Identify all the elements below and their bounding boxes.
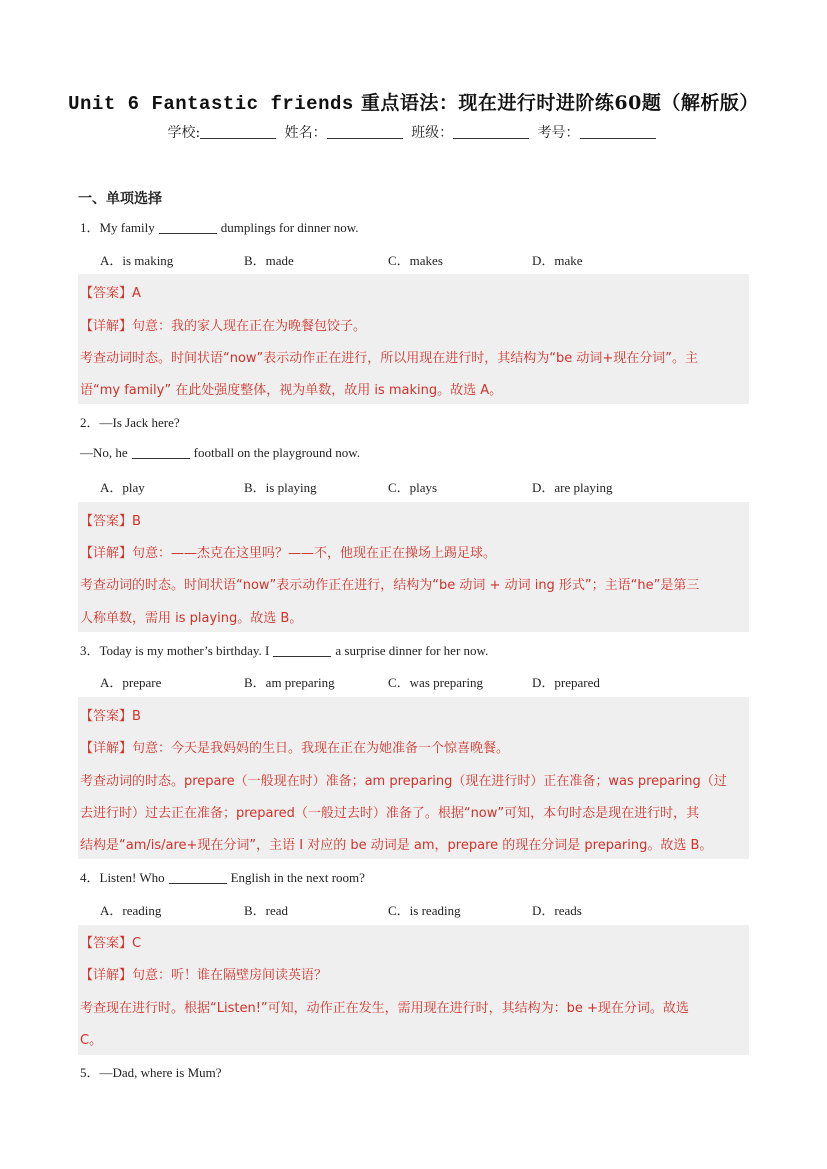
answer-label: 【答案】B	[80, 709, 141, 724]
option-a: A．reading	[100, 903, 162, 918]
question-stem-text: dumplings for dinner now.	[220, 220, 359, 235]
question-4-stem	[80, 867, 365, 886]
option-b: B．read	[244, 903, 289, 918]
explanation-line: 去进行时）过去正在准备；prepared（一般过去时）准备了。根据“now”可知，本句时态是现在进行时，其	[80, 806, 700, 821]
option-c: C．makes	[388, 253, 443, 268]
question-stem-text: —No, he	[80, 445, 128, 460]
answer-blank	[159, 221, 217, 234]
school-label: 学校:	[167, 125, 201, 141]
explanation-line: 考查动词时态。时间状语“now”表示动作正在进行，所以用现在进行时，其结构为“be 动词+现在分词”。主	[80, 351, 699, 366]
question-2-answer-box	[78, 502, 749, 632]
option-b: B．made	[244, 253, 294, 268]
answer-blank	[132, 446, 190, 459]
detail-text: 【详解】句意：今天是我妈妈的生日。我现在正在为她准备一个惊喜晚餐。	[80, 741, 510, 756]
answer-label: 【答案】B	[80, 514, 141, 529]
school-blank	[200, 124, 276, 139]
question-1-options	[100, 250, 676, 269]
question-3-stem	[80, 640, 488, 659]
option-c: C．is reading	[388, 903, 461, 918]
explanation-line: 结构是“am/is/are+现在分词”，主语 I 对应的 be 动词是 am，prepare 的现在分词是 preparing。故选 B。	[80, 838, 713, 853]
question-5-stem: 5．—Dad, where is Mum?	[80, 1065, 222, 1080]
class-blank	[453, 124, 529, 139]
question-stem-text: 1．My family	[80, 220, 155, 235]
option-c: C．was preparing	[388, 675, 483, 690]
question-4-options	[100, 900, 676, 919]
explanation-line: 考查现在进行时。根据“Listen!”可知，动作正在发生，需用现在进行时，其结构为：be +现在分词。故选	[80, 1001, 689, 1016]
question-2-stem-line2	[80, 445, 360, 461]
explanation-line: 考查动词的时态。时间状语“now”表示动作正在进行，结构为“be 动词 + 动词 ing 形式”；主语“he”是第三	[80, 578, 700, 593]
option-c: C．plays	[388, 480, 438, 495]
question-2-options	[100, 477, 676, 496]
question-1-answer-box	[78, 274, 749, 404]
class-label: 班级：	[411, 125, 454, 141]
answer-blank	[273, 644, 331, 657]
question-stem-text: football on the playground now.	[193, 445, 360, 460]
explanation-line: 人称单数，需用 is playing。故选 B。	[80, 611, 303, 626]
option-d: D．are playing	[532, 480, 613, 495]
option-a: A．prepare	[100, 675, 162, 690]
title-chinese: 重点语法：现在进行时进阶练60题（解析版）	[360, 92, 759, 114]
question-3-answer-box	[78, 697, 749, 859]
option-a: A．play	[100, 480, 145, 495]
answer-blank	[169, 871, 227, 884]
detail-text: 【详解】句意：听！谁在隔壁房间读英语？	[80, 968, 328, 983]
question-4-answer-box	[78, 925, 749, 1055]
number-blank	[580, 124, 656, 139]
option-d: D．prepared	[532, 675, 600, 690]
page-title	[0, 88, 827, 115]
title-english: Unit 6 Fantastic friends	[68, 93, 354, 115]
option-a: A．is making	[100, 253, 174, 268]
question-1-stem	[80, 217, 359, 236]
option-d: D．reads	[532, 903, 582, 918]
detail-text: 【详解】句意：我的家人现在正在为晚餐包饺子。	[80, 319, 367, 334]
question-stem-text: English in the next room?	[230, 870, 365, 885]
question-3-options	[100, 672, 676, 691]
number-label: 考号：	[537, 125, 580, 141]
detail-text: 【详解】句意：——杰克在这里吗？——不，他现在正在操场上踢足球。	[80, 546, 497, 561]
question-stem-text: 4．Listen! Who	[80, 870, 165, 885]
student-info-line	[0, 122, 827, 142]
explanation-line: 语“my family” 在此处强度整体，视为单数，故用 is making。故选 A。	[80, 383, 503, 398]
name-blank	[327, 124, 403, 139]
option-b: B．am preparing	[244, 675, 335, 690]
option-b: B．is playing	[244, 480, 317, 495]
name-label: 姓名：	[284, 125, 327, 141]
option-d: D．make	[532, 253, 583, 268]
explanation-line: 考查动词的时态。prepare（一般现在时）准备；am preparing（现在进行时）正在准备；was preparing（过	[80, 774, 727, 789]
question-2-stem: 2．—Is Jack here?	[80, 415, 180, 430]
question-stem-text: a surprise dinner for her now.	[335, 643, 489, 658]
answer-label: 【答案】C	[80, 936, 142, 951]
explanation-line: C。	[80, 1033, 103, 1048]
question-stem-text: 3．Today is my mother’s birthday. I	[80, 643, 270, 658]
section-heading: 一、单项选择	[78, 191, 162, 207]
answer-label: 【答案】A	[80, 286, 141, 301]
